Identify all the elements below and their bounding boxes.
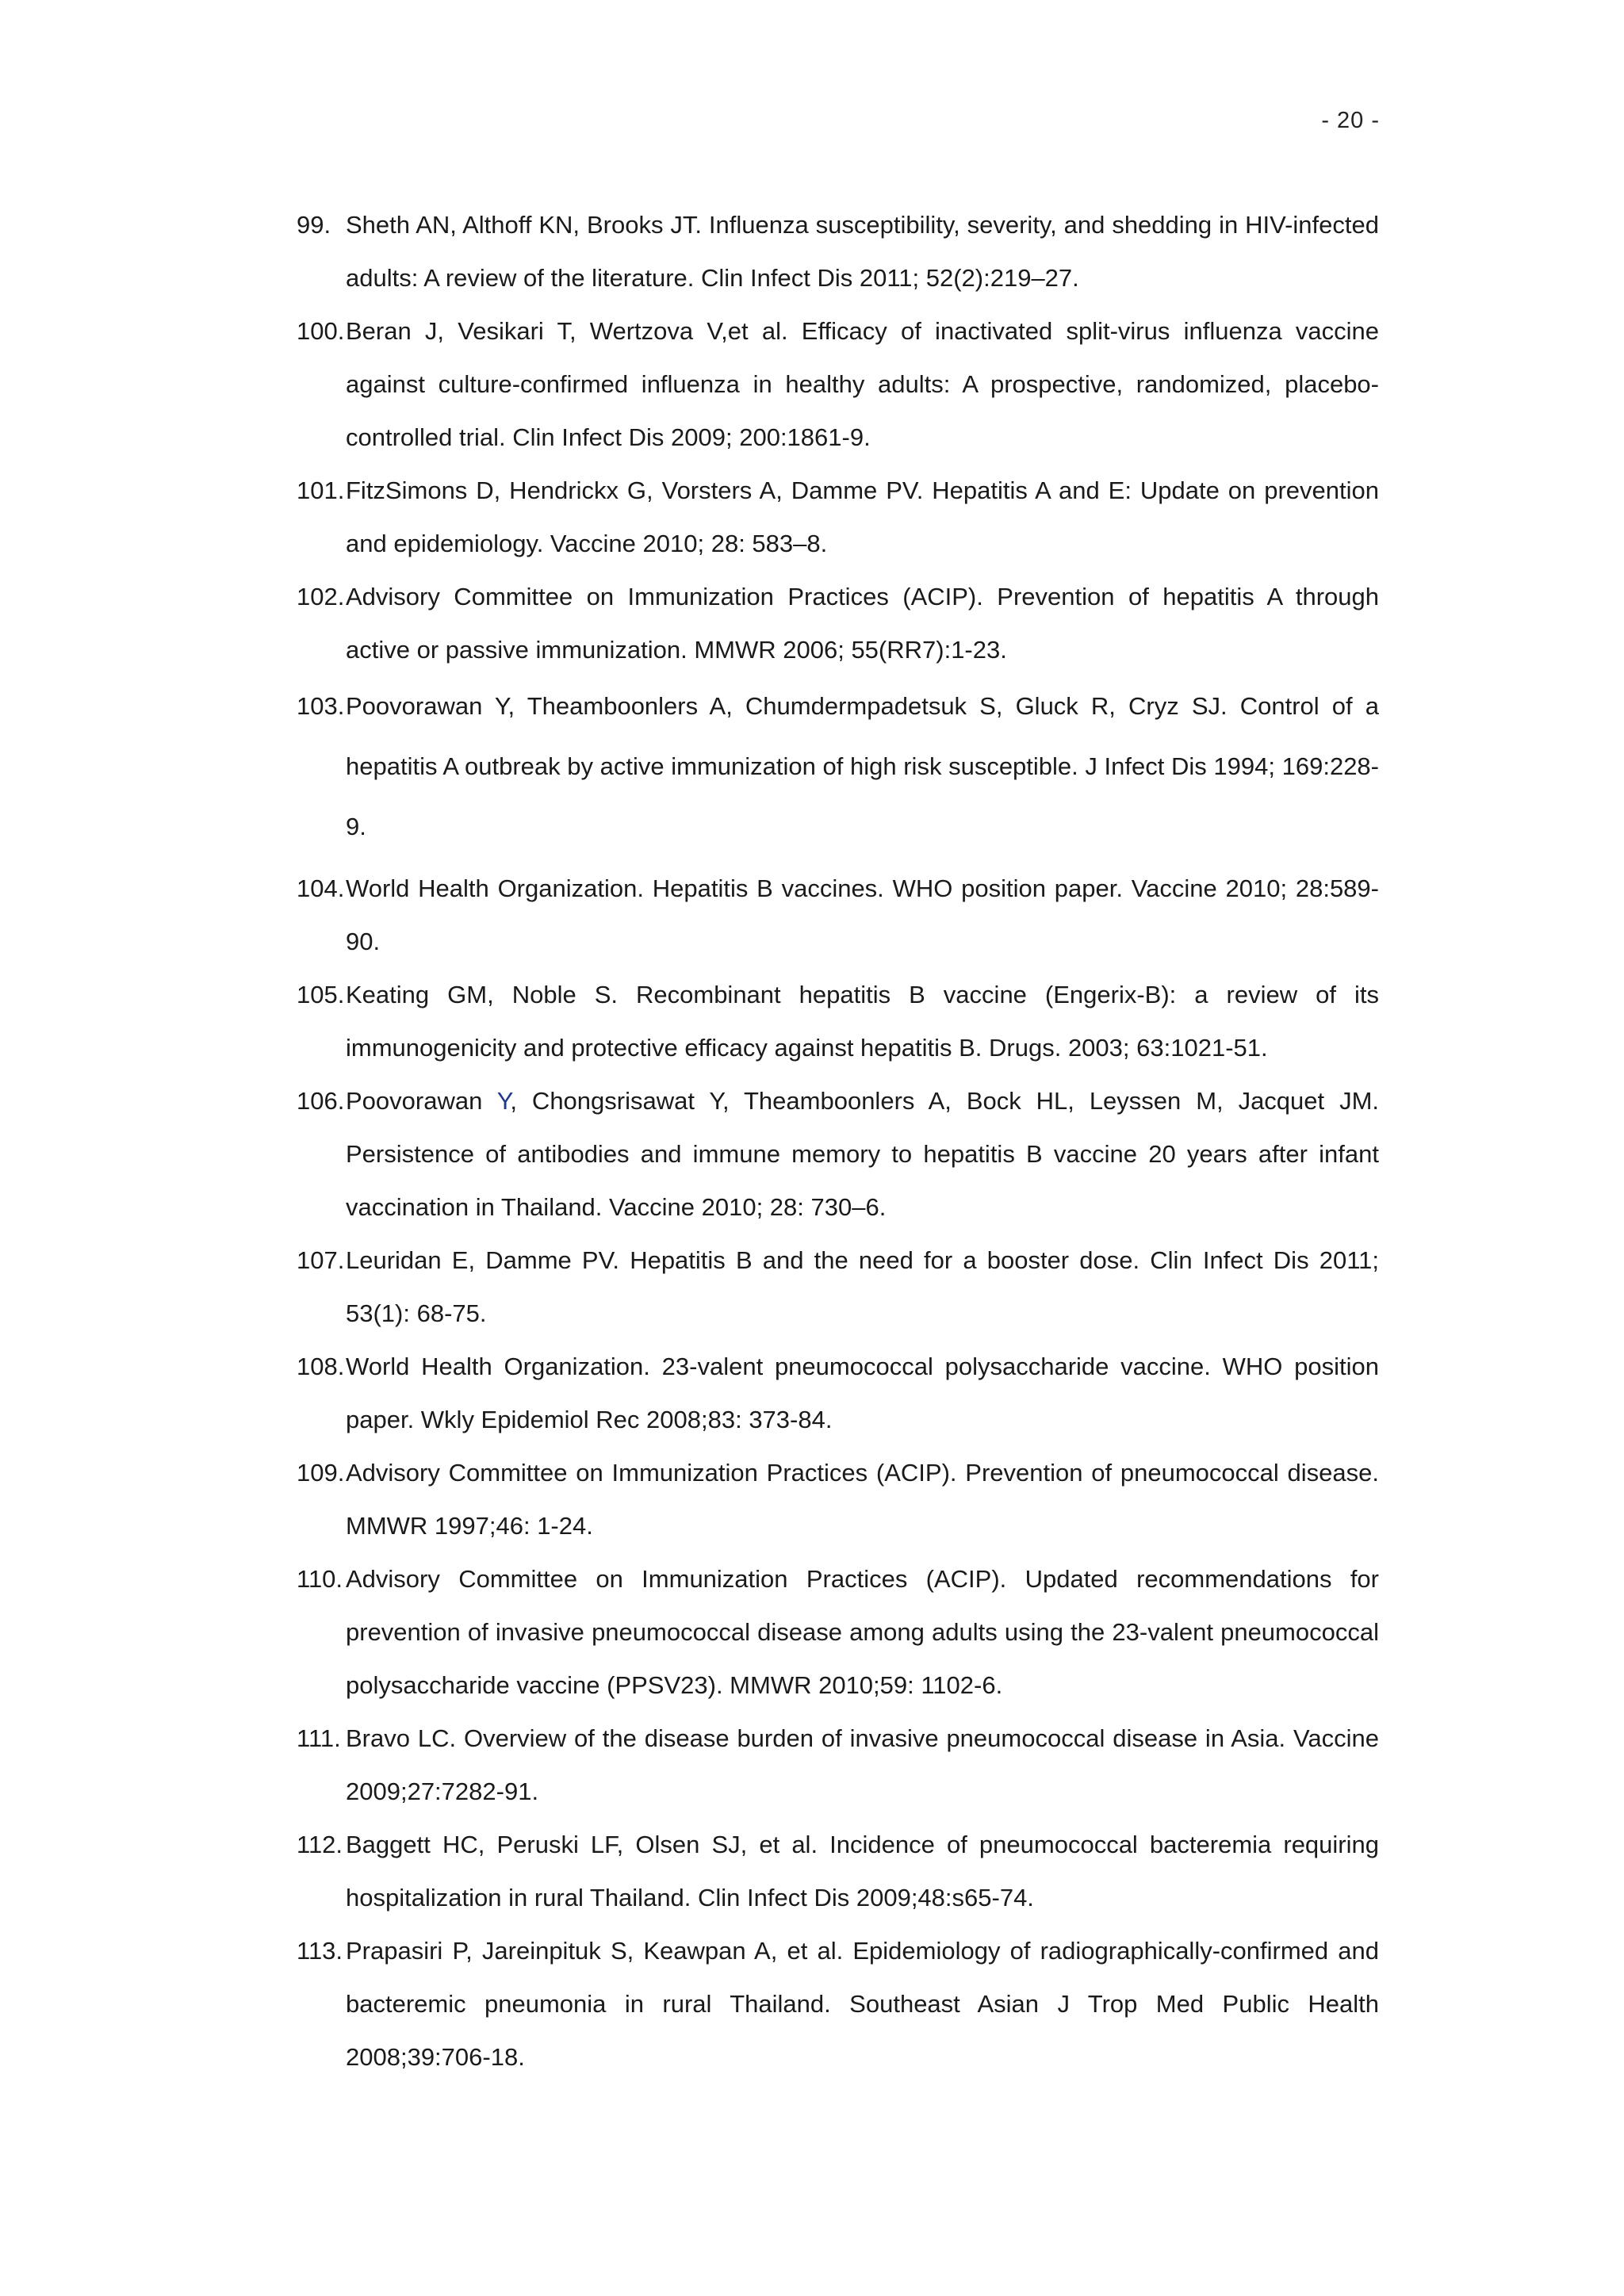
reference-item [297,1818,1379,1924]
reference-item [297,198,1379,304]
reference-number: 106. [297,1087,345,1115]
reference-text: Baggett HC, Peruski LF, Olsen SJ, et al. Incidence of pneumococcal bacteremia requiring hospitalization in rural Thailand. Clin Infect Dis 2009;48:s65-74. [346,1831,1379,1911]
reference-text: Advisory Committee on Immunization Practices (ACIP). Updated recommendations for prevention of invasive pneumococcal disease among adults using the 23-valent pneumococcal polysaccharide vaccine (PPSV23). MMWR 2010;59: 1102-6. [346,1565,1379,1699]
reference-number: 112. [297,1831,343,1858]
reference-number: 99. [297,211,331,239]
reference-number: 109. [297,1459,345,1487]
reference-number: 110. [297,1565,343,1593]
reference-number: 101. [297,476,345,504]
page-number: - 20 - [1321,108,1380,133]
reference-number: 102. [297,583,345,610]
reference-item [297,1712,1379,1818]
reference-item [297,304,1379,464]
reference-item [297,968,1379,1074]
reference-text: Leuridan E, Damme PV. Hepatitis B and the need for a booster dose. Clin Infect Dis 2011; 53(1): 68-75. [346,1246,1379,1327]
reference-text: Advisory Committee on Immunization Practices (ACIP). Prevention of pneumococcal disease. MMWR 1997;46: 1-24. [346,1459,1379,1540]
reference-number: 113. [297,1937,343,1965]
reference-text-end: , Chongsrisawat Y, Theamboonlers A, Bock HL, Leyssen M, Jacquet JM. Persistence of antibodies and immune memory to hepatitis B vaccine 20 years after infant vaccination in Thailand. Vaccine 2010; 28: 730–6. [346,1087,1380,1221]
reference-item [297,862,1379,968]
reference-text: World Health Organization. Hepatitis B vaccines. WHO position paper. Vaccine 2010; 28:589-90. [346,874,1379,955]
reference-item [297,1924,1379,2084]
reference-text: Bravo LC. Overview of the disease burden of invasive pneumococcal disease in Asia. Vaccine 2009;27:7282-91. [346,1724,1379,1805]
reference-item [297,464,1379,570]
reference-item [297,1552,1379,1712]
reference-text: Sheth AN, Althoff KN, Brooks JT. Influenza susceptibility, severity, and shedding in HIV-infected adults: A review of the literature. Clin Infect Dis 2011; 52(2):219–27. [346,211,1379,292]
reference-text: Poovorawan Y, Theamboonlers A, Chumdermpadetsuk S, Gluck R, Cryz SJ. Control of a hepatitis A outbreak by active immunization of high risk susceptible. J Infect Dis 1994; 169:228-9. [346,692,1379,840]
reference-text: Beran J, Vesikari T, Wertzova V,et al. Efficacy of inactivated split-virus influenza vaccine against culture-confirmed influenza in healthy adults: A prospective, randomized, placebo-controlled trial. Clin Infect Dis 2009; 200:1861-9. [346,317,1379,451]
reference-number: 104. [297,874,345,902]
reference-item [297,1074,1379,1234]
reference-text: FitzSimons D, Hendrickx G, Vorsters A, Damme PV. Hepatitis A and E: Update on prevention and epidemiology. Vaccine 2010; 28: 583–8. [346,476,1379,557]
reference-number: 103. [297,692,345,720]
reference-text-accent: Y [496,1087,511,1115]
reference-text: World Health Organization. 23-valent pneumococcal polysaccharide vaccine. WHO position paper. Wkly Epidemiol Rec 2008;83: 373-84. [346,1353,1379,1433]
reference-item [297,1340,1379,1446]
reference-number: 105. [297,981,345,1008]
reference-number: 100. [297,317,345,345]
reference-text-start: Poovorawan [346,1087,497,1115]
reference-text: Advisory Committee on Immunization Practices (ACIP). Prevention of hepatitis A through active or passive immunization. MMWR 2006; 55(RR7):1-23. [346,583,1379,664]
reference-number: 107. [297,1246,345,1274]
reference-item [297,570,1379,676]
reference-number: 108. [297,1353,345,1380]
reference-number: 111. [297,1724,341,1752]
reference-item [297,1234,1379,1340]
reference-text: Prapasiri P, Jareinpituk S, Keawpan A, et al. Epidemiology of radiographically-confirmed and bacteremic pneumonia in rural Thailand. Southeast Asian J Trop Med Public Health 2008;39:706-18. [346,1937,1379,2071]
reference-item [297,1446,1379,1552]
reference-item [297,676,1379,857]
reference-text: Keating GM, Noble S. Recombinant hepatitis B vaccine (Engerix-B): a review of its immunogenicity and protective efficacy against hepatitis B. Drugs. 2003; 63:1021-51. [346,981,1379,1062]
reference-list [297,198,1379,2084]
